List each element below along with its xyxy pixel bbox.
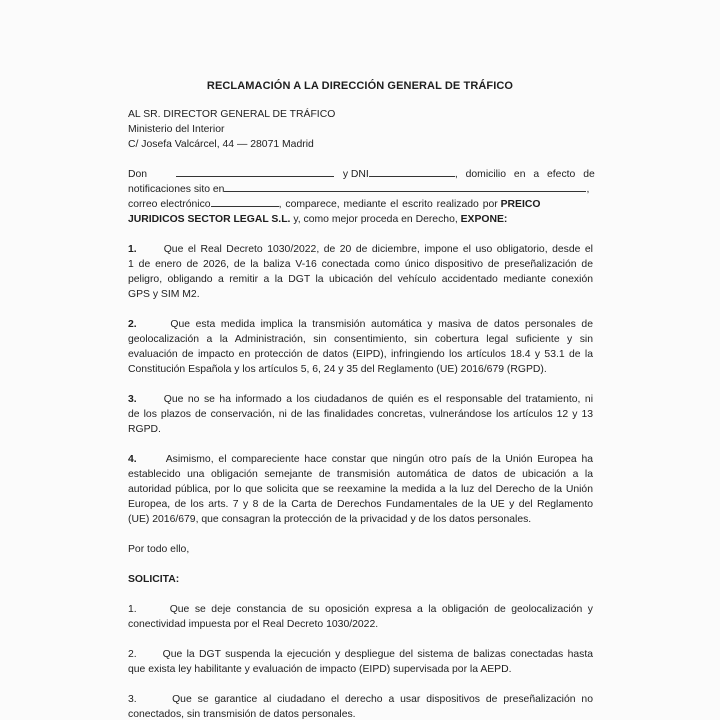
item-text: evaluación de impacto en protección de datos (EIPD), infringiendo los artículos 18.4 y 53.1 de la bbox=[128, 349, 593, 360]
solicita-item-3 bbox=[128, 692, 593, 722]
item-text: Que la DGT suspenda la ejecución y despliegue del sistema de balizas conectadas hasta bbox=[162, 649, 593, 660]
item-number: 1. bbox=[128, 604, 137, 615]
expone-item-2 bbox=[128, 317, 593, 377]
item-text: Europea, de los arts. 7 y 8 de la Carta de Derechos Fundamentales de la UE y del Reglamento bbox=[128, 499, 593, 510]
intro-line-1 bbox=[128, 167, 593, 182]
notificaciones-label: notificaciones sito en bbox=[128, 184, 225, 195]
solicita-heading: SOLICITA: bbox=[128, 574, 180, 585]
company-name-part1: PREICO bbox=[500, 199, 541, 210]
intro-line-3 bbox=[128, 197, 593, 212]
item-text: peligro, obligando a remitir a la DGT la ubicación del vehículo accidentado mediante conexión bbox=[128, 274, 593, 285]
address-blank bbox=[224, 182, 586, 192]
item-text: que exista ley habilitante y evaluación de impacto (EIPD) supervisada por la AEPD. bbox=[128, 664, 512, 675]
document-body bbox=[128, 107, 593, 722]
intro-line-4 bbox=[128, 212, 593, 227]
item-text: Que se garantice al ciudadano el derecho a usar dispositivos de preseñalización no bbox=[172, 694, 593, 705]
domicilio-label: , domicilio en a efecto de bbox=[454, 169, 595, 180]
email-label: correo electrónico bbox=[128, 199, 211, 210]
item-text: Que esta medida implica la transmisión automática y masiva de datos personales de bbox=[170, 319, 593, 330]
document-title: RECLAMACIÓN A LA DIRECCIÓN GENERAL DE TRÁFICO bbox=[206, 80, 514, 92]
item-text: Constitución Española y los artículos 5, 6, 24 y 35 del Reglamento (UE) 2016/679 (RGPD). bbox=[128, 364, 547, 375]
expone-intro: y, como mejor proceda en Derecho, bbox=[293, 214, 458, 225]
item-text: Que no se ha informado a los ciudadanos de quién es el responsable del tratamiento, ni bbox=[163, 394, 593, 405]
dni-blank bbox=[369, 167, 455, 177]
item-text: de los plazos de conservación, ni de las finalidades concretas, vulnerándose los artículos 12 y 13 bbox=[128, 409, 593, 420]
item-number: 3. bbox=[128, 394, 137, 405]
item-text: Que el Real Decreto 1030/2022, de 20 de diciembre, impone el uso obligatorio, desde el bbox=[163, 244, 593, 255]
address-line: C/ Josefa Valcárcel, 44 — 28071 Madrid bbox=[128, 139, 314, 150]
expone-label: EXPONE: bbox=[460, 214, 508, 225]
expone-item-1 bbox=[128, 242, 593, 302]
item-number: 4. bbox=[128, 454, 137, 465]
intro-line-2: notificaciones sito en , bbox=[128, 184, 590, 195]
item-number: 2. bbox=[128, 649, 137, 660]
item-text: GPS y SIM M2. bbox=[128, 289, 200, 300]
company-name-part2: JURIDICOS SECTOR LEGAL S.L. bbox=[128, 214, 291, 225]
address-line: AL SR. DIRECTOR GENERAL DE TRÁFICO bbox=[128, 109, 336, 120]
closing-text: Por todo ello, bbox=[128, 544, 190, 555]
solicita-item-2 bbox=[128, 647, 593, 677]
expone-item-3 bbox=[128, 392, 593, 437]
item-text: establecido una obligación semejante de transmisión automática de datos de ubicación a la bbox=[128, 469, 593, 480]
item-text: 1 de enero de 2026, de la baliza V-16 conectada como único dispositivo de preseñalización de bbox=[128, 259, 593, 270]
item-number: 2. bbox=[128, 319, 137, 330]
item-text: RGPD. bbox=[128, 424, 161, 435]
address-line: Ministerio del Interior bbox=[128, 124, 225, 135]
item-number: 3. bbox=[128, 694, 137, 705]
comparece-text: , comparece, mediante el escrito realizado por bbox=[278, 199, 498, 210]
item-text: autoridad pública, por lo que solicita que se reexamine la medida a la luz del Derecho de la Unión bbox=[128, 484, 593, 495]
name-blank bbox=[176, 167, 334, 177]
item-text: Que se deje constancia de su oposición expresa a la obligación de geolocalización y bbox=[169, 604, 593, 615]
dni-label: y DNI bbox=[342, 169, 369, 180]
email-blank bbox=[211, 197, 279, 207]
item-text: conectados, sin transmisión de datos personales. bbox=[128, 709, 356, 720]
expone-item-4 bbox=[128, 452, 593, 527]
don-label: Don bbox=[128, 169, 148, 180]
item-text: conectividad impuesta por el Real Decreto 1030/2022. bbox=[128, 619, 379, 630]
item-text: geolocalización a la Administración, sin consentimiento, sin cobertura legal suficiente y sin bbox=[128, 334, 593, 345]
item-text: Asimismo, el compareciente hace constar que ningún otro país de la Unión Europea ha bbox=[165, 454, 594, 465]
solicita-item-1 bbox=[128, 602, 593, 632]
item-number: 1. bbox=[128, 244, 137, 255]
item-text: (UE) 2016/679, que consagran la protección de la privacidad y de los datos personales. bbox=[128, 514, 532, 525]
